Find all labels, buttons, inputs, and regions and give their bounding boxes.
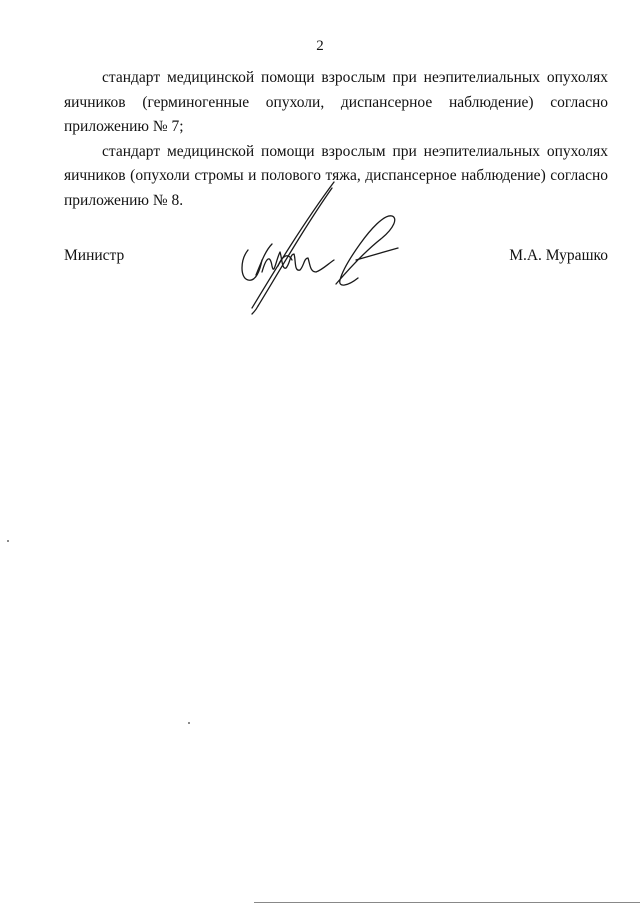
signer-name: М.А. Мурашко: [509, 247, 608, 264]
scan-edge-line: [254, 902, 640, 903]
page-number: 2: [316, 38, 324, 54]
scan-speck: [7, 540, 9, 542]
signer-title: Министр: [64, 247, 125, 264]
paragraph-appendix-7: стандарт медицинской помощи взрослым при неэпителиальных опухолях яичников (герминогенные опухоли, диспансерное наблюдение) согласно приложению № 7;: [64, 69, 608, 135]
scan-speck: [188, 722, 190, 724]
paragraph-appendix-8: стандарт медицинской помощи взрослым при неэпителиальных опухолях яичников (опухоли стромы и полового тяжа, диспансерное наблюдение) согласно приложению № 8.: [64, 142, 608, 209]
handwritten-signature: [232, 180, 402, 315]
